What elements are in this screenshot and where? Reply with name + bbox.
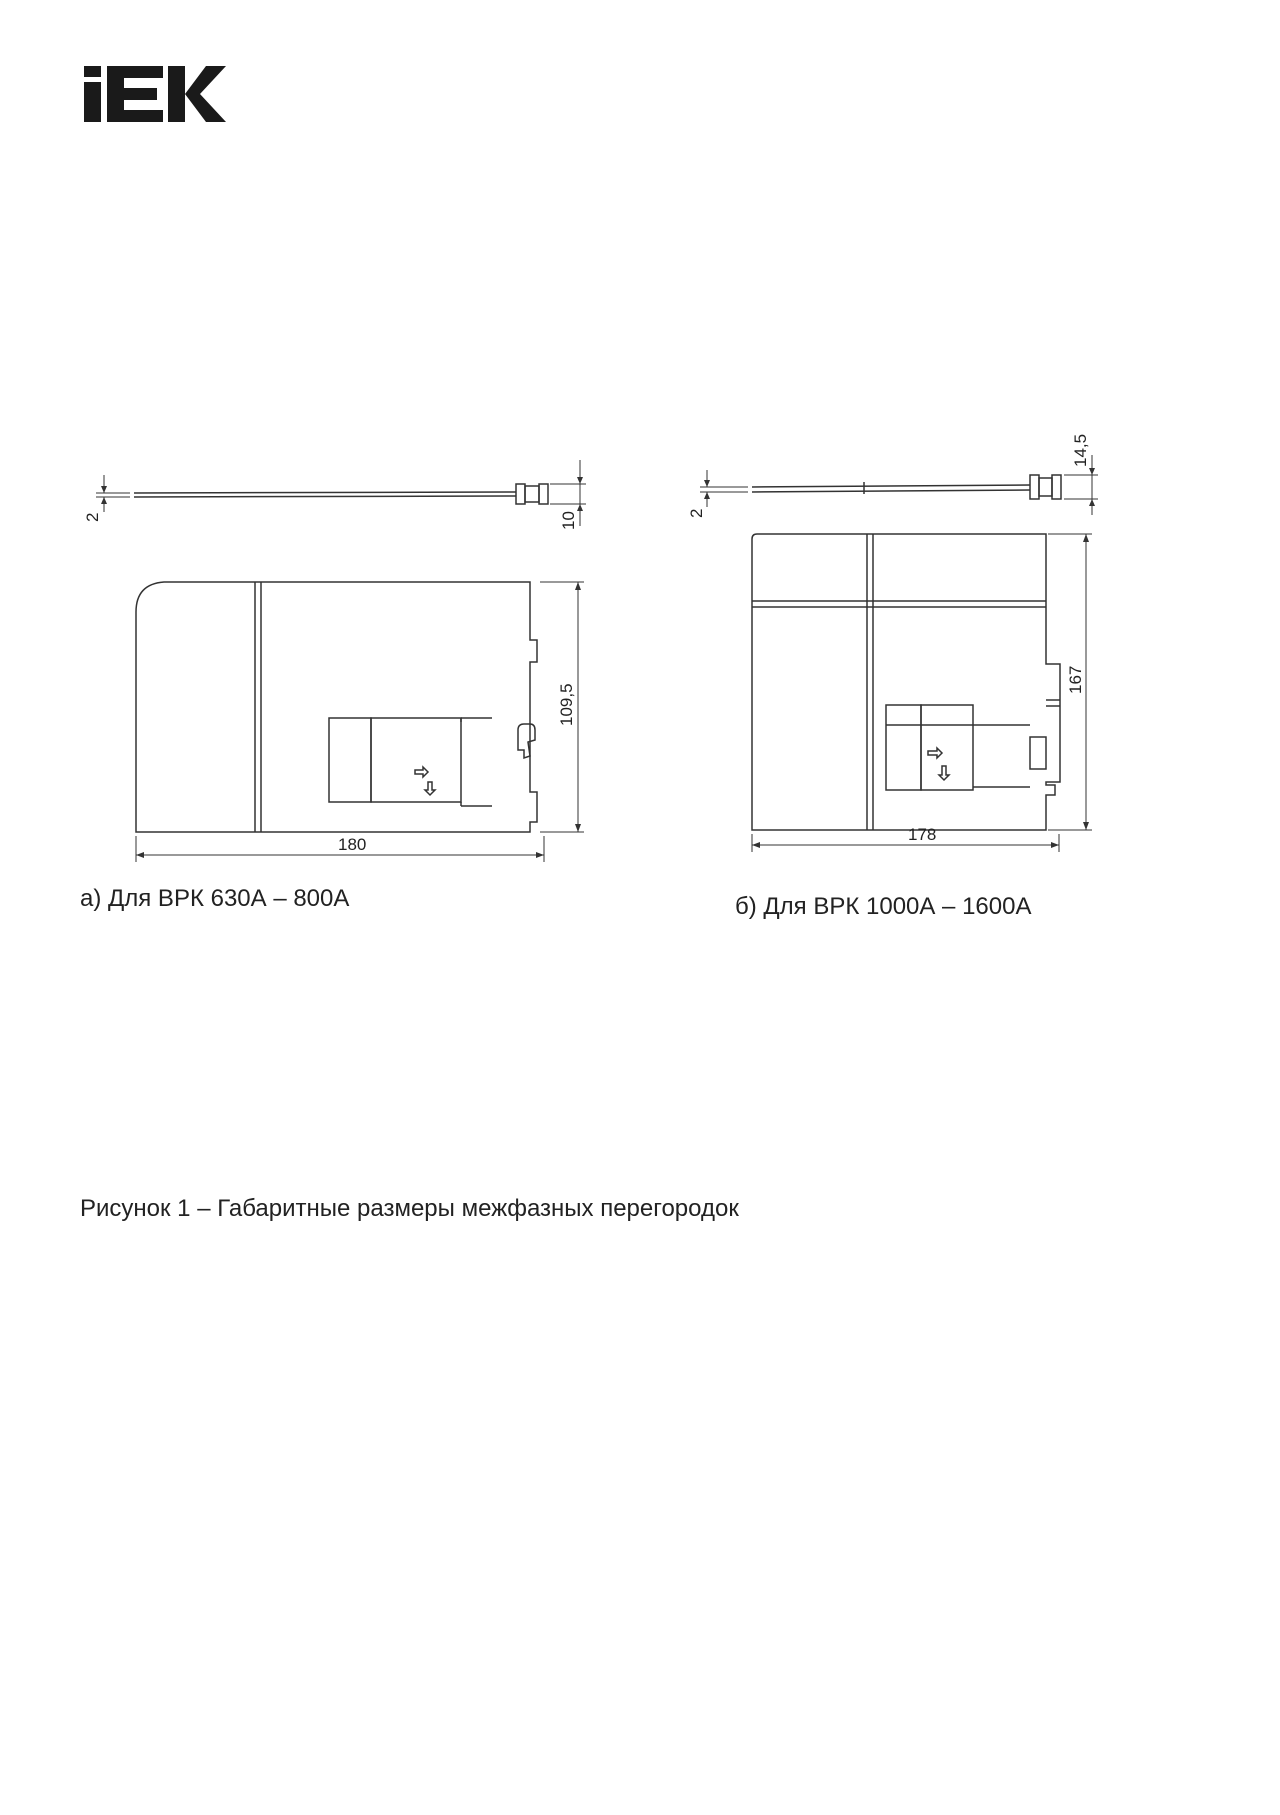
figure-a-thickness-dimension — [96, 475, 130, 512]
figure-b-thickness-dimension — [700, 470, 748, 507]
figure-a-width-label: 180 — [338, 835, 367, 854]
figure-b-width-label: 178 — [908, 825, 937, 844]
figure-title: Рисунок 1 – Габаритные размеры межфазных перегородок — [80, 1195, 739, 1222]
figure-a-front-view — [136, 582, 537, 832]
figure-a-height-label: 109,5 — [557, 683, 576, 726]
figure-b-width-dimension — [752, 834, 1059, 852]
figure-b-clip-height-label: 14,5 — [1071, 433, 1090, 467]
figure-b-thickness-label: 2 — [687, 508, 706, 518]
figure-a-thickness-label: 2 — [83, 512, 102, 522]
figure-b-front-view — [752, 534, 1060, 830]
figure-a-top-view — [134, 484, 548, 504]
figure-a-clip-height-label: 10 — [559, 511, 578, 530]
figure-b-top-view — [752, 475, 1061, 499]
figure-b-height-label: 167 — [1066, 665, 1085, 694]
figure-a-caption: а) Для ВРК 630А – 800А — [80, 885, 350, 912]
figure-b-caption: б) Для ВРК 1000А – 1600А — [735, 893, 1032, 920]
